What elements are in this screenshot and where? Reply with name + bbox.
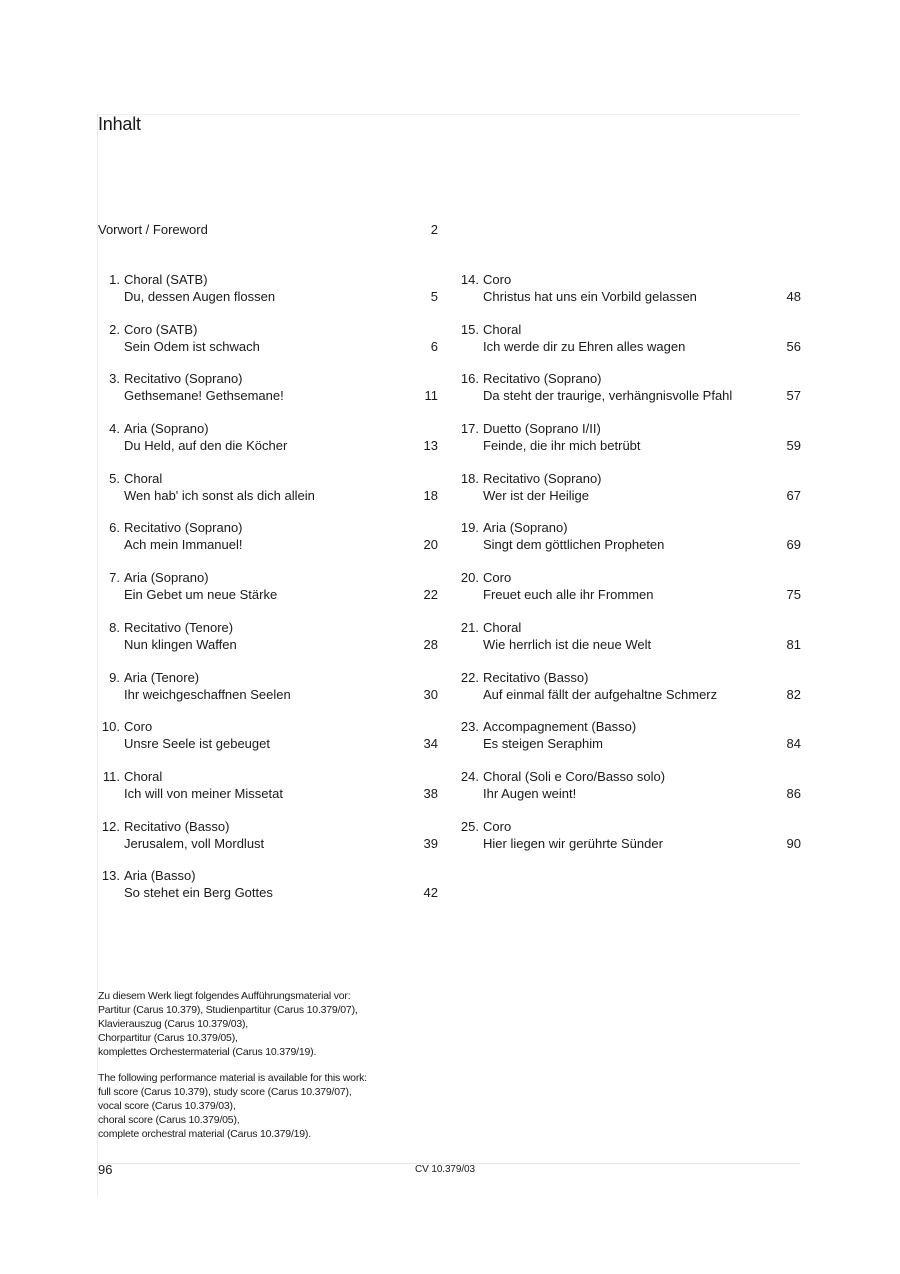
entry-type: Choral xyxy=(124,768,163,784)
entry-type: Recitativo (Soprano) xyxy=(124,520,243,536)
toc-entry[interactable] xyxy=(457,718,801,768)
entry-title: Hier liegen wir gerührte Sünder xyxy=(483,835,663,851)
entry-page: 56 xyxy=(786,338,801,354)
entry-number: 23. xyxy=(460,719,479,735)
entry-page: 11 xyxy=(424,388,438,404)
material-en-line: vocal score (Carus 10.379/03), xyxy=(98,1100,236,1112)
entry-number: 14. xyxy=(460,272,479,287)
entry-type: Recitativo (Basso) xyxy=(124,818,230,834)
toc-entry[interactable] xyxy=(457,420,801,470)
entry-title: Gethsemane! Gethsemane! xyxy=(124,388,284,404)
entry-type: Recitativo (Tenore) xyxy=(124,619,234,635)
footer-catalog-code: CV 10.379/03 xyxy=(415,1164,475,1175)
entry-title: Da steht der traurige, verhängnisvolle Pfahl xyxy=(483,388,733,404)
entry-page: 82 xyxy=(786,686,801,702)
entry-number: 18. xyxy=(460,470,479,486)
material-en-line: The following performance material is available for this work: xyxy=(98,1072,367,1084)
entry-page: 39 xyxy=(423,835,438,851)
toc-column-left xyxy=(98,271,438,917)
entry-type: Choral (Soli e Coro/Basso solo) xyxy=(483,768,666,784)
entry-number: 11. xyxy=(102,768,120,784)
entry-number: 13. xyxy=(101,868,120,884)
toc-entry[interactable] xyxy=(457,768,801,818)
entry-page: 84 xyxy=(786,736,801,752)
entry-number: 12. xyxy=(101,818,120,834)
entry-number: 7. xyxy=(109,570,120,586)
toc-entry[interactable] xyxy=(457,321,801,371)
entry-number: 1. xyxy=(109,272,120,287)
toc-entry[interactable] xyxy=(457,519,801,569)
entry-page: 6 xyxy=(430,338,438,354)
entry-type: Choral xyxy=(483,619,522,635)
footer-page-number: 96 xyxy=(98,1162,113,1177)
toc-entry[interactable] xyxy=(98,867,438,917)
entry-title: Es steigen Seraphim xyxy=(483,736,603,752)
entry-title: Freuet euch alle ihr Frommen xyxy=(483,587,654,603)
entry-type: Coro xyxy=(483,272,512,287)
entry-type: Recitativo (Soprano) xyxy=(483,371,602,387)
entry-number: 2. xyxy=(109,321,120,337)
entry-number: 4. xyxy=(109,421,120,437)
entry-number: 16. xyxy=(460,371,479,387)
entry-type: Choral (SATB) xyxy=(124,272,208,287)
entry-number: 21. xyxy=(460,619,479,635)
material-de-line: Zu diesem Werk liegt folgendes Aufführungsmaterial vor: xyxy=(98,990,351,1002)
entry-title: Wen hab' ich sonst als dich allein xyxy=(124,487,315,503)
entry-type: Aria (Tenore) xyxy=(124,669,200,685)
toc-entry[interactable] xyxy=(98,370,438,420)
entry-number: 5. xyxy=(109,470,120,486)
entry-type: Choral xyxy=(483,321,522,337)
entry-page: 48 xyxy=(786,289,801,304)
paragraph-gap xyxy=(98,1059,518,1071)
entry-title: Jerusalem, voll Mordlust xyxy=(124,835,265,851)
entry-number: 24. xyxy=(460,768,479,784)
entry-title: Du Held, auf den die Köcher xyxy=(124,438,288,454)
entry-title: Ich will von meiner Missetat xyxy=(124,785,283,801)
entry-type: Coro (SATB) xyxy=(124,321,198,337)
entry-title: Du, dessen Augen flossen xyxy=(124,289,276,304)
entry-type: Aria (Basso) xyxy=(124,868,196,884)
material-en-line: full score (Carus 10.379), study score (Carus 10.379/07), xyxy=(98,1086,352,1098)
entry-page: 22 xyxy=(423,587,438,603)
material-de-line: komplettes Orchestermaterial (Carus 10.379/19). xyxy=(98,1046,317,1058)
toc-entry[interactable] xyxy=(98,271,438,321)
toc-column-right xyxy=(457,271,801,867)
material-de-line: Klavierauszug (Carus 10.379/03), xyxy=(98,1018,249,1030)
entry-page: 75 xyxy=(786,587,801,603)
entry-type: Coro xyxy=(124,719,153,735)
entry-number: 15. xyxy=(460,321,479,337)
entry-page: 34 xyxy=(423,736,438,752)
entry-title: Ihr Augen weint! xyxy=(483,785,577,801)
performance-material-note xyxy=(98,989,518,1141)
top-rule xyxy=(98,114,800,115)
entry-title: Nun klingen Waffen xyxy=(124,636,237,652)
foreword-page: 2 xyxy=(430,222,438,237)
entry-title: Ihr weichgeschaffnen Seelen xyxy=(124,686,291,702)
material-en-line: choral score (Carus 10.379/05), xyxy=(98,1114,240,1126)
toc-entry[interactable] xyxy=(457,569,801,619)
toc-entry[interactable] xyxy=(457,370,801,420)
entry-title: Feinde, die ihr mich betrübt xyxy=(483,438,641,454)
entry-type: Recitativo (Basso) xyxy=(483,669,589,685)
entry-number: 22. xyxy=(460,669,479,685)
entry-page: 18 xyxy=(423,487,438,503)
entry-page: 86 xyxy=(786,785,801,801)
toc-entry[interactable] xyxy=(98,321,438,371)
entry-type: Aria (Soprano) xyxy=(124,570,209,586)
entry-number: 6. xyxy=(109,520,120,536)
material-en-line: complete orchestral material (Carus 10.379/19). xyxy=(98,1128,311,1140)
entry-page: 38 xyxy=(423,785,438,801)
entry-page: 13 xyxy=(423,438,438,454)
toc-entry[interactable] xyxy=(98,718,438,768)
entry-title: Unsre Seele ist gebeuget xyxy=(124,736,270,752)
entry-title: Wer ist der Heilige xyxy=(483,487,589,503)
entry-type: Choral xyxy=(124,470,163,486)
toc-entry[interactable] xyxy=(98,569,438,619)
entry-number: 3. xyxy=(109,371,120,387)
entry-title: Christus hat uns ein Vorbild gelassen xyxy=(483,289,697,304)
entry-number: 19. xyxy=(460,520,479,536)
toc-entry[interactable] xyxy=(98,619,438,669)
entry-page: 59 xyxy=(786,438,801,454)
entry-title: Auf einmal fällt der aufgehaltne Schmerz xyxy=(483,686,718,702)
entry-type: Aria (Soprano) xyxy=(124,421,209,437)
entry-title: Singt dem göttlichen Propheten xyxy=(483,537,665,553)
entry-number: 25. xyxy=(460,818,479,834)
entry-type: Aria (Soprano) xyxy=(483,520,568,536)
entry-number: 10. xyxy=(101,719,120,735)
entry-type: Duetto (Soprano I/II) xyxy=(483,421,601,437)
material-de-line: Chorpartitur (Carus 10.379/05), xyxy=(98,1032,238,1044)
entry-title: Sein Odem ist schwach xyxy=(124,338,260,354)
entry-type: Recitativo (Soprano) xyxy=(483,470,602,486)
foreword-label: Vorwort / Foreword xyxy=(98,222,208,237)
entry-number: 8. xyxy=(109,619,120,635)
entry-type: Accompagnement (Basso) xyxy=(483,719,637,735)
entry-type: Coro xyxy=(483,570,512,586)
entry-number: 17. xyxy=(460,421,479,437)
entry-number: 20. xyxy=(460,570,479,586)
entry-number: 9. xyxy=(109,669,120,685)
toc-entry[interactable] xyxy=(457,818,801,868)
toc-entry[interactable] xyxy=(98,768,438,818)
entry-page: 28 xyxy=(423,636,438,652)
toc-entry[interactable] xyxy=(98,470,438,520)
entry-title: Ich werde dir zu Ehren alles wagen xyxy=(483,338,686,354)
entry-page: 57 xyxy=(786,388,801,404)
entry-page: 20 xyxy=(423,537,438,553)
entry-type: Recitativo (Soprano) xyxy=(124,371,243,387)
entry-type: Coro xyxy=(483,818,512,834)
entry-page: 30 xyxy=(423,686,438,702)
toc-entry[interactable] xyxy=(457,271,801,321)
entry-title: So stehet ein Berg Gottes xyxy=(124,885,273,901)
entry-page: 67 xyxy=(786,487,801,503)
toc-entry[interactable] xyxy=(98,420,438,470)
toc-entry[interactable] xyxy=(98,669,438,719)
toc-entry[interactable] xyxy=(457,669,801,719)
foreword-entry[interactable] xyxy=(98,221,438,239)
entry-page: 5 xyxy=(430,289,438,304)
page-title: Inhalt xyxy=(98,114,141,134)
entry-page: 90 xyxy=(786,835,801,851)
material-de-line: Partitur (Carus 10.379), Studienpartitur (Carus 10.379/07), xyxy=(98,1004,358,1016)
entry-title: Ach mein Immanuel! xyxy=(124,537,243,553)
toc-entry[interactable] xyxy=(457,470,801,520)
toc-entry[interactable] xyxy=(98,519,438,569)
toc-entry[interactable] xyxy=(98,818,438,868)
entry-title: Ein Gebet um neue Stärke xyxy=(124,587,278,603)
entry-page: 42 xyxy=(423,885,438,901)
entry-title: Wie herrlich ist die neue Welt xyxy=(483,636,652,652)
entry-page: 81 xyxy=(786,636,801,652)
toc-entry[interactable] xyxy=(457,619,801,669)
entry-page: 69 xyxy=(786,537,801,553)
